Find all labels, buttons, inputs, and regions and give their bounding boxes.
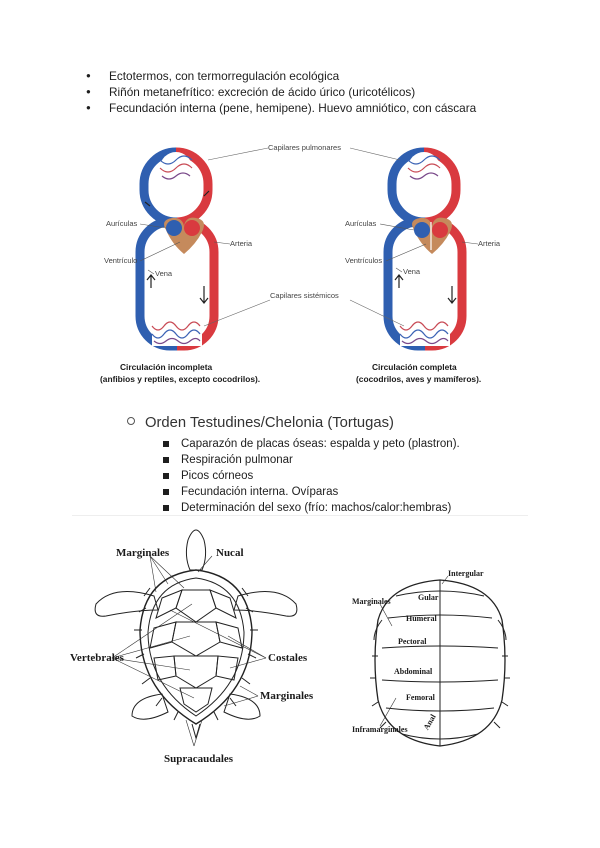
- caption-completa: Circulación completa: [372, 362, 457, 372]
- incomplete-circulation: [100, 152, 260, 384]
- label-abdominal: Abdominal: [394, 667, 433, 676]
- label-costales: Costales: [268, 652, 308, 664]
- label-anal: Anal: [421, 712, 438, 732]
- label-femoral: Femoral: [406, 693, 435, 702]
- list-item: Determinación del sexo (frío: machos/calor:hembras): [163, 500, 460, 516]
- label-arteria: Arteria: [230, 239, 253, 248]
- label-capilares-pulmonares: Capilares pulmonares: [268, 143, 341, 152]
- list-item: ● Riñón metanefrítico: excreción de ácido úrico (uricotélicos): [80, 84, 476, 100]
- circle-bullet-icon: [127, 417, 135, 425]
- label-nucal: Nucal: [216, 547, 244, 559]
- carapace-diagram: [70, 518, 330, 770]
- plastron-diagram: [352, 566, 528, 752]
- caption-incompleta-sub: (anfibios y reptiles, excepto cocodrilos).: [100, 374, 261, 384]
- complete-circulation: [345, 152, 501, 384]
- section-title: Orden Testudines/Chelonia (Tortugas): [127, 415, 394, 431]
- label-gular: Gular: [418, 593, 439, 602]
- label-ventriculo: Ventrículo: [104, 256, 138, 265]
- circulation-diagram: [100, 138, 520, 388]
- list-item: ● Ectotermos, con termorregulación ecológica: [80, 68, 476, 84]
- label-auriculas: Aurículas: [106, 219, 138, 228]
- label-vertebrales: Vertebrales: [70, 652, 124, 664]
- reptile-traits-list: [80, 68, 476, 116]
- caption-completa-sub: (cocodrilos, aves y mamíferos).: [356, 374, 482, 384]
- list-item: Picos córneos: [163, 468, 460, 484]
- caption-incompleta: Circulación incompleta: [120, 362, 213, 372]
- label-inframarginales: Inframarginales: [352, 725, 408, 734]
- list-item-continuation: Respiración pulmonar: [163, 452, 460, 468]
- label-vena-right: Vena: [403, 267, 421, 276]
- label-pectoral: Pectoral: [398, 637, 427, 646]
- divider: [72, 515, 528, 516]
- label-vena: Vena: [155, 269, 173, 278]
- label-auriculas-right: Aurículas: [345, 219, 377, 228]
- label-marginales-plastron: Marginales: [352, 597, 391, 606]
- list-item: Caparazón de placas óseas: espalda y peto (plastron).: [163, 436, 460, 452]
- label-supracaudales: Supracaudales: [164, 753, 234, 765]
- label-intergular: Intergular: [448, 569, 484, 578]
- label-humeral: Humeral: [406, 614, 437, 623]
- label-capilares-sistemicos: Capilares sistémicos: [270, 291, 339, 300]
- label-marginales: Marginales: [116, 547, 170, 559]
- label-ventriculos: Ventrículos: [345, 256, 383, 265]
- testudines-traits-list: [163, 436, 460, 516]
- label-marginales-2: Marginales: [260, 690, 314, 702]
- list-item: ● Fecundación interna (pene, hemipene). Huevo amniótico, con cáscara: [80, 100, 476, 116]
- label-arteria-right: Arteria: [478, 239, 501, 248]
- list-item: Fecundación interna. Ovíparas: [163, 484, 460, 500]
